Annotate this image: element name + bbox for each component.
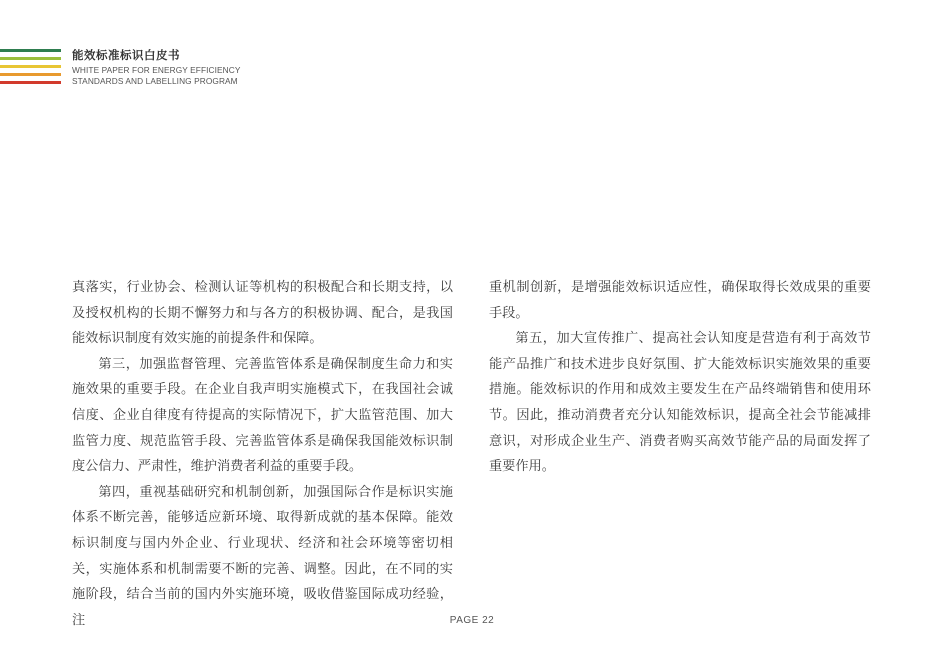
energy-label-stripes-logo (0, 49, 61, 89)
stripe-green (0, 49, 61, 52)
paragraph-fourth-point: 第四，重视基础研究和机制创新，加强国际合作是标识实施体系不断完善，能够适应新环境、取得新成就的基本保障。能效标识制度与国内外企业、行业现状、经济和社会环境等密切相关，实施体系和机制需要不断的完善、调整。因此，在不同的实施阶段，结合当前的国内外实施环境，吸收借鉴国际成功经验，注 (72, 484, 453, 628)
paragraph-third-point: 第三，加强监督管理、完善监管体系是确保制度生命力和实施效果的重要手段。在企业自我声明实施模式下，在我国社会诚信度、企业自律度有待提高的实际情况下，扩大监管范围、加大监管力度、规范监管手段、完善监管体系是确保我国能效标识制度公信力、严肃性，维护消费者利益的重要手段。 (72, 356, 453, 475)
right-text-column (489, 275, 871, 480)
paragraph-fifth-point: 第五，加大宣传推广、提高社会认知度是营造有利于高效节能产品推广和技术进步良好氛围、扩大能效标识实施效果的重要措施。能效标识的作用和成效主要发生在产品终端销售和使用环节。因此，推动消费者充分认知能效标识，提高全社会节能减排意识，对形成企业生产、消费者购买高效节能产品的局面发挥了重要作用。 (489, 331, 871, 475)
stripe-red (0, 81, 61, 84)
paragraph-continuation-right: 重机制创新，是增强能效标识适应性，确保取得长效成果的重要手段。 (489, 280, 871, 321)
paragraph-continuation: 真落实，行业协会、检测认证等机构的积极配合和长期支持，以及授权机构的长期不懈努力和与各方的积极协调、配合，是我国能效标识制度有效实施的前提条件和保障。 (72, 280, 453, 347)
header-title: 能效标准标识白皮书 (72, 48, 180, 62)
header-subtitle-line1: WHITE PAPER FOR ENERGY EFFICIENCY (72, 65, 241, 75)
left-text-column (72, 275, 453, 633)
stripe-orange (0, 73, 61, 76)
stripe-lime (0, 57, 61, 60)
stripe-yellow (0, 65, 61, 68)
page-number: PAGE 22 (449, 615, 495, 626)
header-subtitle-line2: STANDARDS AND LABELLING PROGRAM (72, 76, 238, 86)
